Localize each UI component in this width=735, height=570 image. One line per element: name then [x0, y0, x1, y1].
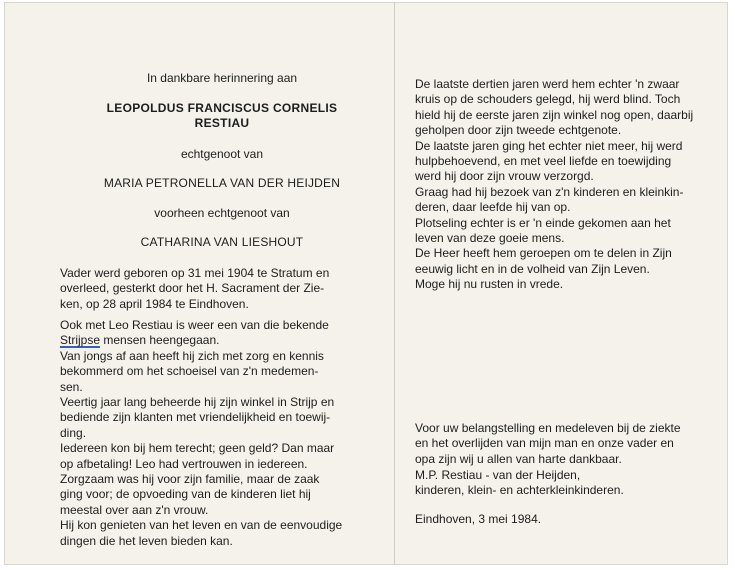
text-line: bediende zijn klanten met vriendelijkheid en toewij-	[60, 410, 331, 425]
text-line: De laatste jaren ging het echter niet meer, hij werd	[415, 138, 683, 153]
text-line: Veertig jaar lang beheerde hij zijn winkel in Strijp en	[60, 395, 335, 410]
text-line: leven van deze goeie mens.	[415, 231, 565, 246]
text-line: hield hij de eerste jaren zijn winkel nog open, daarbij	[415, 107, 694, 122]
intro-text: In dankbare herinnering aan	[146, 71, 298, 85]
text-line: ken, op 28 april 1984 te Eindhoven.	[60, 296, 249, 311]
text-line: Graag had hij bezoek van z'n kinderen en kleinkin-	[415, 184, 684, 199]
text-line: Hij kon genieten van het leven en van de eenvoudige	[60, 518, 343, 533]
text-line: kruis op de schouders gelegd, hij werd blind. Toch	[415, 92, 681, 107]
text-line: Voor uw belangstelling en medeleven bij de ziekte	[415, 421, 681, 435]
signature-line: kinderen, klein- en achterkleinkinderen.	[415, 483, 624, 498]
text-line: Ook met Leo Restiau is weer een van die bekende	[60, 318, 329, 332]
text-line: ging voor; de opvoeding van de kinderen liet hij	[60, 487, 311, 502]
text-line: op afbetaling! Leo had vertrouwen in iedereen.	[60, 456, 308, 471]
text-fragment: mensen heengegaan.	[100, 333, 220, 348]
text-line: opa zijn wij u allen van harte dankbaar.	[415, 451, 622, 466]
text-line: Plotseling echter is er 'n einde gekomen aan het	[415, 215, 671, 230]
text-line: werd hij door zijn vrouw verzorgd.	[415, 169, 594, 184]
thanks-paragraph	[415, 421, 713, 467]
text-line: ding.	[60, 425, 87, 440]
text-line: geholpen door zijn tweede echtgenote.	[415, 123, 622, 138]
deceased-name-line1: LEOPOLDUS FRANCISCUS CORNELIS	[106, 101, 338, 115]
life-paragraph	[60, 318, 384, 549]
text-line: De laatste dertien jaren werd hem echter 'n zwaar	[415, 77, 680, 91]
text-line: De Heer heeft hem geroepen om te delen in Zijn	[415, 246, 672, 261]
text-line: Vader werd geboren op 31 mei 1904 te Stratum en	[60, 266, 330, 280]
text-line: meestal over aan z'n vrouw.	[60, 502, 209, 517]
text-line: bekommerd om het schoeisel van z'n medemen-	[60, 364, 319, 379]
text-line: en het overlijden van mijn man en onze vader en	[415, 436, 674, 451]
date-line: Eindhoven, 3 mei 1984.	[415, 512, 542, 526]
former-spouse-label: voorheen echtgenoot van	[154, 206, 290, 220]
deceased-name-line2: RESTIAU	[194, 116, 250, 130]
text-line: eeuwig licht en in de volheid van Zijn Leven.	[415, 261, 650, 276]
signature-line: M.P. Restiau - van der Heijden,	[415, 468, 581, 482]
spouse-label: echtgenoot van	[180, 147, 264, 161]
card-fold	[394, 2, 395, 565]
former-spouse-name: CATHARINA VAN LIESHOUT	[140, 235, 304, 249]
text-line	[60, 333, 384, 348]
text-line: dingen die het leven bieden kan.	[60, 533, 233, 548]
text-line: Moge hij nu rusten in vrede.	[415, 277, 564, 292]
signature-block	[415, 468, 713, 499]
text-line: overleed, gesterkt door het H. Sacrament der Zie-	[60, 281, 325, 296]
text-line: Zorgzaam was hij voor zijn familie, maar de zaak	[60, 472, 320, 487]
spouse-name: MARIA PETRONELLA VAN DER HEIJDEN	[103, 176, 341, 190]
final-years-paragraph	[415, 77, 713, 293]
text-line: sen.	[60, 379, 83, 394]
underlined-word: Strijpse	[60, 333, 101, 348]
text-line: Iedereen kon bij hem terecht; geen geld? Dan maar	[60, 441, 335, 456]
text-line: Van jongs af aan heeft hij zich met zorg en kennis	[60, 348, 324, 363]
text-line: deren, daar leefde hij van op.	[415, 200, 571, 215]
birth-death-paragraph	[60, 266, 384, 312]
text-line: hulpbehoevend, en met veel liefde en toewijding	[415, 154, 672, 169]
